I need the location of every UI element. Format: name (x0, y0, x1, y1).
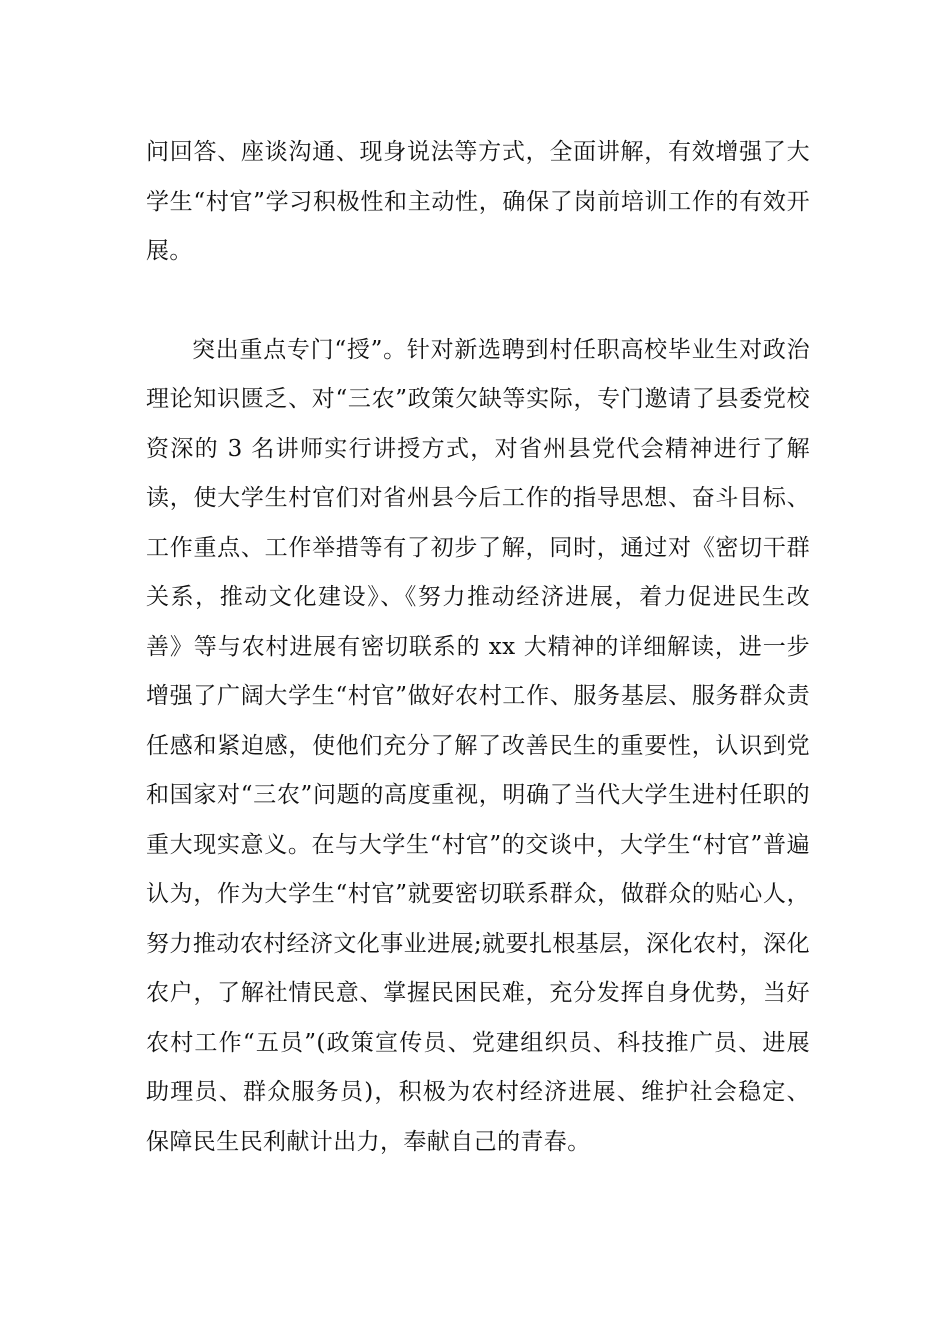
paragraph-continuation: 问回答、座谈沟通、现身说法等方式，全面讲解，有效增强了大学生“村官”学习积极性和主动性，确保了岗前培训工作的有效开展。 (146, 139, 810, 264)
document-body (146, 128, 810, 1167)
paragraph-main: 突出重点专门“授”。针对新选聘到村任职高校毕业生对政治理论知识匮乏、对“三农”政策欠缺等实际，专门邀请了县委党校资深的 3 名讲师实行讲授方式，对省州县党代会精神进行了解读，使大学生村官们对省州县今后工作的指导思想、奋斗目标、工作重点、工作举措等有了初步了解，同时，通过对《密切干群关系，推动文化建设》、《努力推动经济进展，着力促进民生改善》等与农村进展有密切联系的 xx 大精神的详细解读，进一步增强了广阔大学生“村官”做好农村工作、服务基层、服务群众责任感和紧迫感，使他们充分了解了改善民生的重要性，认识到党和国家对“三农”问题的高度重视，明确了当代大学生进村任职的重大现实意义。在与大学生“村官”的交谈中，大学生“村官”普遍认为，作为大学生“村官”就要密切联系群众，做群众的贴心人，努力推动农村经济文化事业进展;就要扎根基层，深化农村，深化农户，了解社情民意、掌握民困民难，充分发挥自身优势，当好农村工作“五员”(政策宣传员、党建组织员、科技推广员、进展助理员、群众服务员)，积极为农村经济进展、维护社会稳定、保障民生民利献计出力，奉献自己的青春。 (146, 336, 810, 1155)
paragraph-spacer (146, 277, 810, 326)
